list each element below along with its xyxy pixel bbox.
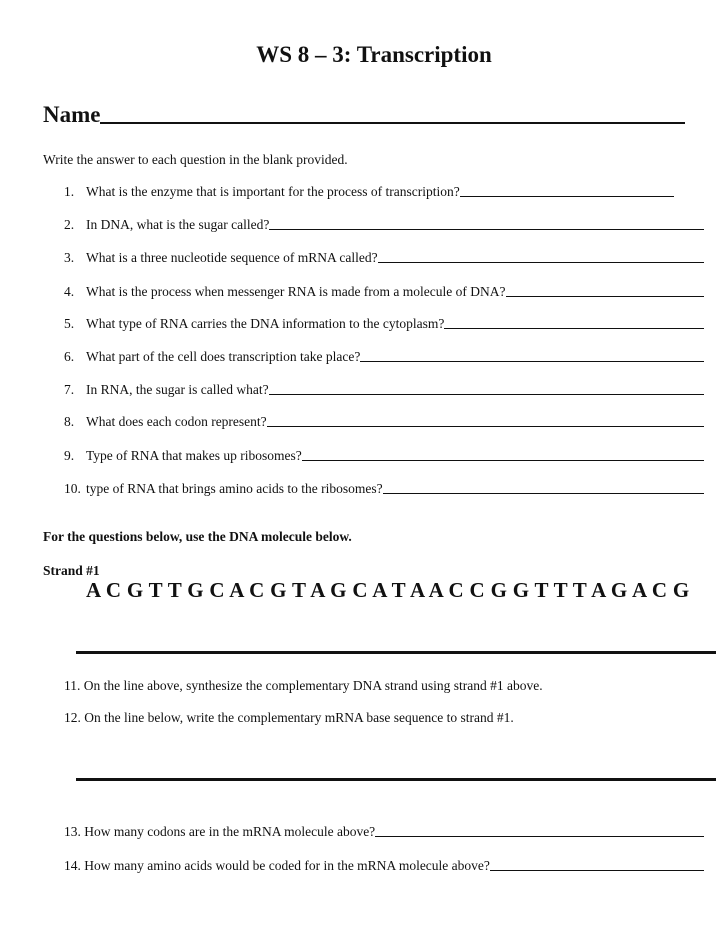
question-text: In DNA, what is the sugar called? — [86, 217, 270, 232]
section-heading: For the questions below, use the DNA molecule below. — [43, 529, 352, 544]
name-label: Name — [43, 102, 101, 127]
question-8 — [64, 412, 704, 430]
question-text: What is a three nucleotide sequence of mRNA called? — [86, 250, 378, 265]
question-text: What is the process when messenger RNA is made from a molecule of DNA? — [86, 284, 506, 299]
question-14 — [64, 856, 704, 874]
question-13 — [64, 822, 704, 840]
question-number: 1. — [64, 184, 75, 199]
question-12: 12. On the line below, write the complementary mRNA base sequence to strand #1. — [64, 710, 514, 725]
question-number: 2. — [64, 217, 75, 232]
question-11: 11. On the line above, synthesize the complementary DNA strand using strand #1 above. — [64, 678, 543, 693]
answer-blank[interactable] — [383, 492, 704, 494]
answer-blank[interactable] — [460, 195, 674, 197]
question-number: 6. — [64, 349, 75, 364]
question-9 — [64, 446, 704, 464]
question-number: 4. — [64, 284, 75, 299]
question-number: 9. — [64, 448, 75, 463]
question-text: 13. How many codons are in the mRNA molecule above? — [64, 824, 376, 839]
question-text: What does each codon represent? — [86, 414, 267, 429]
name-blank[interactable] — [100, 121, 685, 124]
question-text: 14. How many amino acids would be coded for in the mRNA molecule above? — [64, 858, 490, 873]
instructions: Write the answer to each question in the blank provided. — [43, 152, 348, 167]
answer-blank[interactable] — [490, 869, 704, 871]
question-number: 10. — [64, 481, 81, 496]
answer-blank[interactable] — [267, 425, 704, 427]
name-row — [43, 98, 685, 126]
question-text: In RNA, the sugar is called what? — [86, 382, 269, 397]
answer-blank[interactable] — [378, 261, 704, 263]
answer-blank[interactable] — [506, 295, 704, 297]
answer-blank[interactable] — [269, 228, 704, 230]
question-number: 5. — [64, 316, 75, 331]
question-4 — [64, 282, 704, 300]
question-10 — [64, 479, 704, 497]
question-2 — [64, 215, 704, 233]
strand-label: Strand #1 — [43, 563, 100, 578]
question-number: 7. — [64, 382, 75, 397]
mrna-sequence-line[interactable] — [76, 778, 716, 781]
answer-blank[interactable] — [375, 835, 704, 837]
answer-blank[interactable] — [444, 327, 704, 329]
question-text: Type of RNA that makes up ribosomes? — [86, 448, 302, 463]
answer-blank[interactable] — [269, 393, 704, 395]
question-text: What is the enzyme that is important for the process of transcription? — [86, 184, 460, 199]
complementary-dna-line[interactable] — [76, 651, 716, 654]
answer-blank[interactable] — [360, 360, 704, 362]
question-6 — [64, 347, 704, 365]
question-5 — [64, 314, 704, 332]
answer-blank[interactable] — [302, 459, 704, 461]
question-number: 8. — [64, 414, 75, 429]
question-number: 3. — [64, 250, 75, 265]
question-text: What part of the cell does transcription take place? — [86, 349, 361, 364]
question-7 — [64, 380, 704, 398]
dna-sequence: A C G T T G C A C G T A G C A T A A C C G G T T T A G A C G — [86, 578, 690, 602]
question-1 — [64, 182, 704, 200]
question-text: What type of RNA carries the DNA information to the cytoplasm? — [86, 316, 445, 331]
question-text: type of RNA that brings amino acids to the ribosomes? — [86, 481, 383, 496]
worksheet-title: WS 8 – 3: Transcription — [256, 42, 492, 67]
question-3 — [64, 248, 704, 266]
